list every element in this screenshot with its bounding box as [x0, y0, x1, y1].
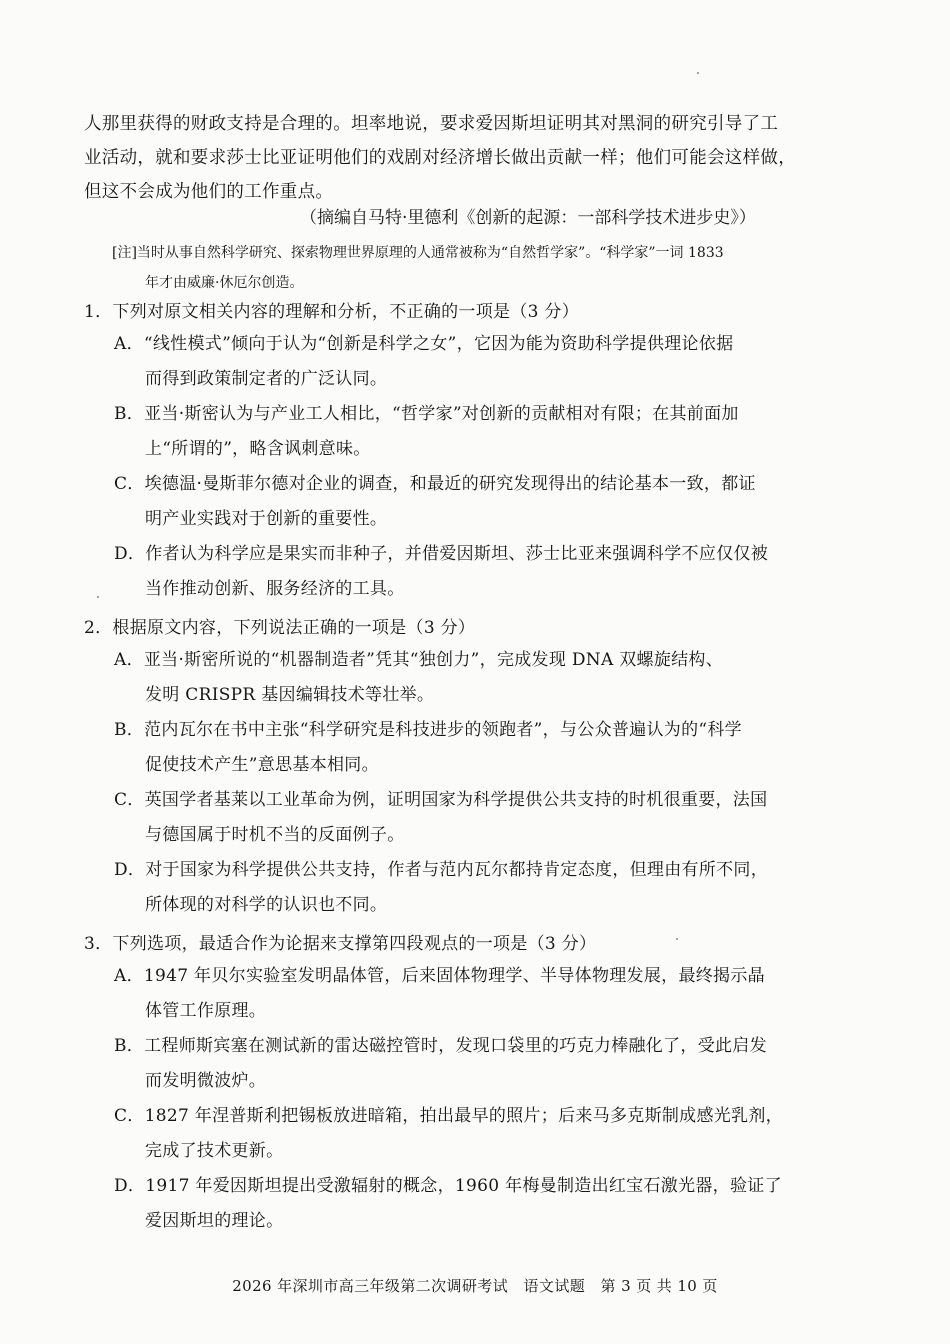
footnote	[112, 238, 842, 298]
option-line: 上“所谓的”，略含讽刺意味。	[145, 439, 371, 459]
option-line: 发明 CRISPR 基因编辑技术等壮举。	[145, 685, 435, 705]
option-line: 体管工作原理。	[145, 1001, 267, 1021]
option-d	[114, 537, 838, 607]
option-b	[114, 397, 838, 467]
option-line: 而发明微波炉。	[145, 1071, 267, 1091]
option-line: 明产业实践对于创新的重要性。	[145, 509, 388, 529]
paragraph-line: 人那里获得的财政支持是合理的。坦率地说，要求爱因斯坦证明其对黑洞的研究引导了工	[84, 114, 779, 134]
question-1	[84, 297, 844, 607]
option-d	[114, 853, 838, 923]
option-line: A．“线性模式”倾向于认为“创新是科学之女”，它因为能为资助科学提供理论依据	[114, 334, 734, 354]
option-c	[114, 783, 838, 853]
option-line: 所体现的对科学的认识也不同。	[145, 895, 388, 915]
footnote-line: [注]当时从事自然科学研究、探索物理世界原理的人通常被称为“自然哲学家”。“科学家”一词 1833	[112, 245, 724, 261]
scan-speck	[676, 938, 678, 940]
question-stem: 1．下列对原文相关内容的理解和分析，不正确的一项是（3 分）	[84, 302, 580, 322]
question-2	[84, 613, 844, 923]
option-line: 与德国属于时机不当的反面例子。	[145, 825, 405, 845]
option-line: 而得到政策制定者的广泛认同。	[145, 369, 388, 389]
question-3	[84, 929, 844, 1239]
option-line: D．对于国家为科学提供公共支持，作者与范内瓦尔都持肯定态度，但理由有所不同，	[114, 860, 769, 880]
option-line: 完成了技术更新。	[145, 1141, 284, 1161]
option-line: A．1947 年贝尔实验室发明晶体管，后来固体物理学、半导体物理发展，最终揭示晶	[114, 966, 765, 986]
option-line: D．作者认为科学应是果实而非种子，并借爱因斯坦、莎士比亚来强调科学不应仅仅被	[114, 544, 769, 564]
option-b	[114, 1029, 838, 1099]
question-stem: 3．下列选项，最适合作为论据来支撑第四段观点的一项是（3 分）	[84, 934, 597, 954]
option-line: B．工程师斯宾塞在测试新的雷达磁控管时，发现口袋里的巧克力棒融化了，受此启发	[114, 1036, 767, 1056]
option-line: C．英国学者基莱以工业革命为例，证明国家为科学提供公共支持的时机很重要，法国	[114, 790, 768, 810]
paragraph-line: 但这不会成为他们的工作重点。	[84, 182, 334, 202]
source-citation: （摘编自马特·里德利《创新的起源：一部科学技术进步史》）	[300, 208, 756, 228]
question-stem: 2．根据原文内容，下列说法正确的一项是（3 分）	[84, 618, 476, 638]
intro-paragraph	[84, 107, 836, 209]
option-a	[114, 643, 838, 713]
option-d	[114, 1169, 838, 1239]
option-line: 爱因斯坦的理论。	[145, 1211, 284, 1231]
option-line: B．亚当·斯密认为与产业工人相比，“哲学家”对创新的贡献相对有限；在其前面加	[114, 404, 739, 424]
option-line: 促使技术产生”意思基本相同。	[145, 755, 379, 775]
footnote-line: 年才由威廉·休厄尔创造。	[145, 275, 304, 291]
option-line: 当作推动创新、服务经济的工具。	[145, 579, 405, 599]
option-line: A．亚当·斯密所说的“机器制造者”凭其“独创力”，完成发现 DNA 双螺旋结构、	[114, 650, 724, 670]
scan-speck	[697, 72, 699, 74]
option-a	[114, 959, 838, 1029]
option-b	[114, 713, 838, 783]
page-footer: 2026 年深圳市高三年级第二次调研考试 语文试题 第 3 页 共 10 页	[232, 1277, 718, 1295]
option-c	[114, 1099, 838, 1169]
option-a	[114, 327, 838, 397]
option-c	[114, 467, 838, 537]
option-line: B．范内瓦尔在书中主张“科学研究是科技进步的领跑者”，与公众普遍认为的“科学	[114, 720, 742, 740]
paragraph-line: 业活动，就和要求莎士比亚证明他们的戏剧对经济增长做出贡献一样；他们可能会这样做，	[84, 148, 796, 168]
option-line: C．1827 年涅普斯利把锡板放进暗箱，拍出最早的照片；后来马多克斯制成感光乳剂，	[114, 1106, 783, 1126]
scan-speck	[97, 596, 99, 598]
option-line: C．埃德温·曼斯菲尔德对企业的调查，和最近的研究发现得出的结论基本一致，都证	[114, 474, 756, 494]
option-line: D．1917 年爱因斯坦提出受激辐射的概念，1960 年梅曼制造出红宝石激光器，验证了	[114, 1176, 782, 1196]
